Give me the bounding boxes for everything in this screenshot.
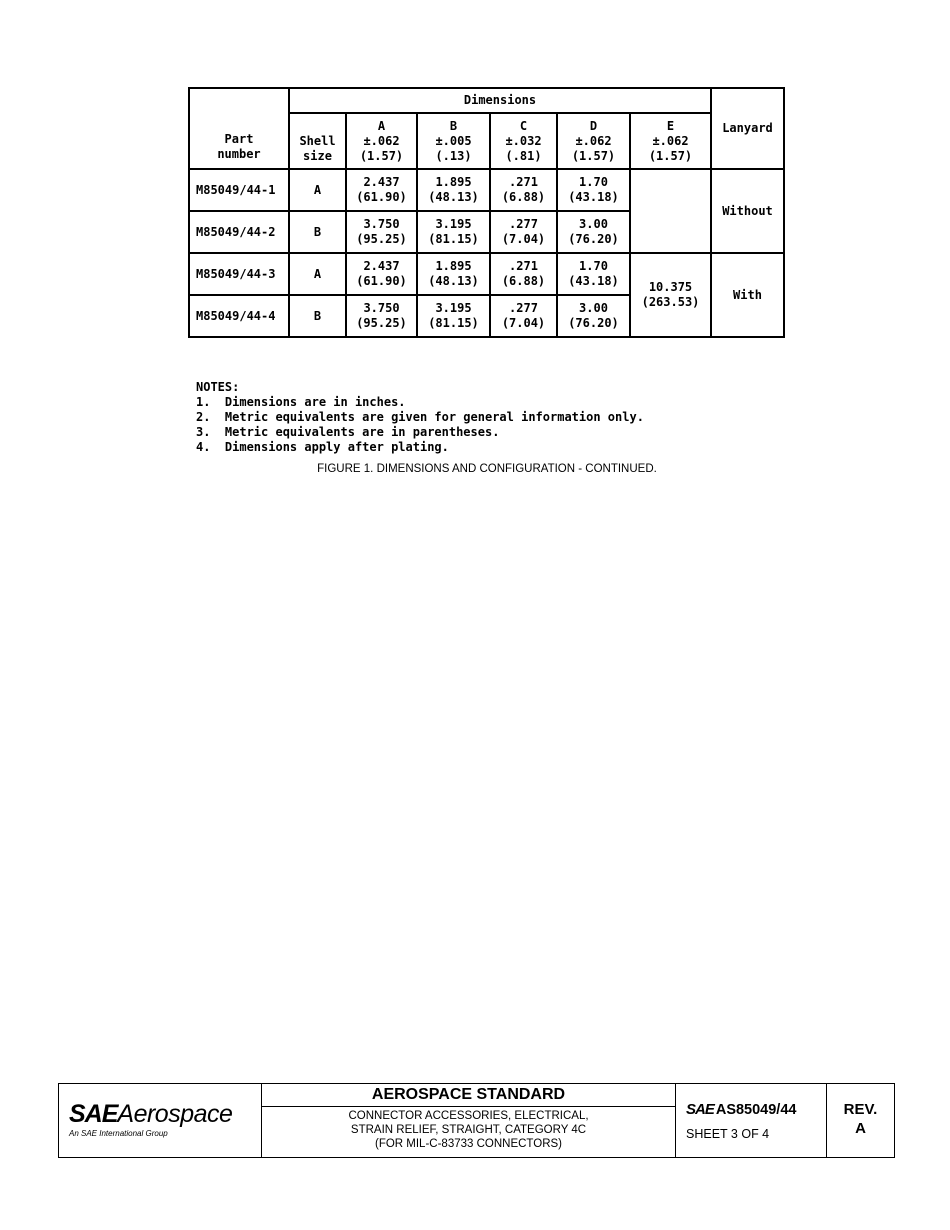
dim-c-cell: .271 (6.88): [490, 253, 557, 295]
dim-e-cell-empty: [630, 169, 711, 253]
shell-size-header: Shell size: [289, 113, 346, 169]
shell-size-cell: A: [289, 253, 346, 295]
logo-cell: [59, 1084, 262, 1157]
part-number-cell: M85049/44-4: [189, 295, 289, 337]
note-item: 1. Dimensions are in inches.: [196, 395, 406, 409]
dim-a-cell: 2.437 (61.90): [346, 253, 417, 295]
dimensions-header: Dimensions: [289, 88, 711, 113]
sae-mini-logo: SAE: [686, 1101, 714, 1118]
dim-a-header: A ±.062 (1.57): [346, 113, 417, 169]
shell-size-cell: A: [289, 169, 346, 211]
note-item: 2. Metric equivalents are given for general information only.: [196, 410, 644, 424]
dim-a-cell: 3.750 (95.25): [346, 211, 417, 253]
dim-c-header: C ±.032 (.81): [490, 113, 557, 169]
dim-b-cell: 3.195 (81.15): [417, 295, 490, 337]
notes-section: [196, 380, 644, 455]
part-number-cell: M85049/44-2: [189, 211, 289, 253]
shell-size-cell: B: [289, 295, 346, 337]
dim-b-cell: 1.895 (48.13): [417, 253, 490, 295]
figure-caption: FIGURE 1. DIMENSIONS AND CONFIGURATION - CONTINUED.: [317, 463, 657, 475]
dim-d-cell: 3.00 (76.20): [557, 295, 630, 337]
shell-size-cell: B: [289, 211, 346, 253]
table-row: [189, 253, 784, 295]
note-item: 3. Metric equivalents are in parentheses.: [196, 425, 500, 439]
dim-d-cell: 1.70 (43.18): [557, 253, 630, 295]
dim-e-header: E ±.062 (1.57): [630, 113, 711, 169]
dim-c-cell: .277 (7.04): [490, 211, 557, 253]
dim-d-cell: 3.00 (76.20): [557, 211, 630, 253]
dim-d-header: D ±.062 (1.57): [557, 113, 630, 169]
document-number: SAE AS85049/44: [686, 1101, 797, 1118]
part-number-cell: M85049/44-1: [189, 169, 289, 211]
dim-b-header: B ±.005 (.13): [417, 113, 490, 169]
notes-heading: NOTES:: [196, 380, 240, 394]
lanyard-header: Lanyard: [711, 88, 784, 169]
part-number-cell: M85049/44-3: [189, 253, 289, 295]
part-number-header: Part number: [189, 88, 289, 169]
dim-a-cell: 2.437 (61.90): [346, 169, 417, 211]
sheet-number: SHEET 3 OF 4: [686, 1127, 770, 1141]
lanyard-with-cell: With: [711, 253, 784, 337]
dimensions-table: [188, 87, 785, 338]
dim-c-cell: .271 (6.88): [490, 169, 557, 211]
revision-cell: [827, 1084, 894, 1157]
standard-title: AEROSPACE STANDARD: [262, 1084, 675, 1107]
dim-d-cell: 1.70 (43.18): [557, 169, 630, 211]
table-row: [189, 169, 784, 211]
document-description: CONNECTOR ACCESSORIES, ELECTRICAL, STRAIN RELIEF, STRAIGHT, CATEGORY 4C (FOR MIL-C-83733 CONNECTORS): [348, 1110, 589, 1150]
title-center-cell: [262, 1084, 676, 1157]
dim-b-cell: 1.895 (48.13): [417, 169, 490, 211]
sae-mark: SAE: [69, 1100, 118, 1128]
title-block: [58, 1083, 895, 1158]
aerospace-word: Aerospace: [117, 1100, 233, 1128]
dim-a-cell: 3.750 (95.25): [346, 295, 417, 337]
dim-c-cell: .277 (7.04): [490, 295, 557, 337]
revision-label: REV.: [843, 1101, 878, 1118]
dim-b-cell: 3.195 (81.15): [417, 211, 490, 253]
dim-e-cell: 10.375 (263.53): [630, 253, 711, 337]
revision-value: A: [855, 1120, 866, 1137]
logo-subtitle: An SAE International Group: [69, 1129, 168, 1138]
sae-aerospace-logo: [69, 1100, 232, 1129]
note-item: 4. Dimensions apply after plating.: [196, 440, 449, 454]
lanyard-without-cell: Without: [711, 169, 784, 253]
document-number-cell: [676, 1084, 827, 1157]
